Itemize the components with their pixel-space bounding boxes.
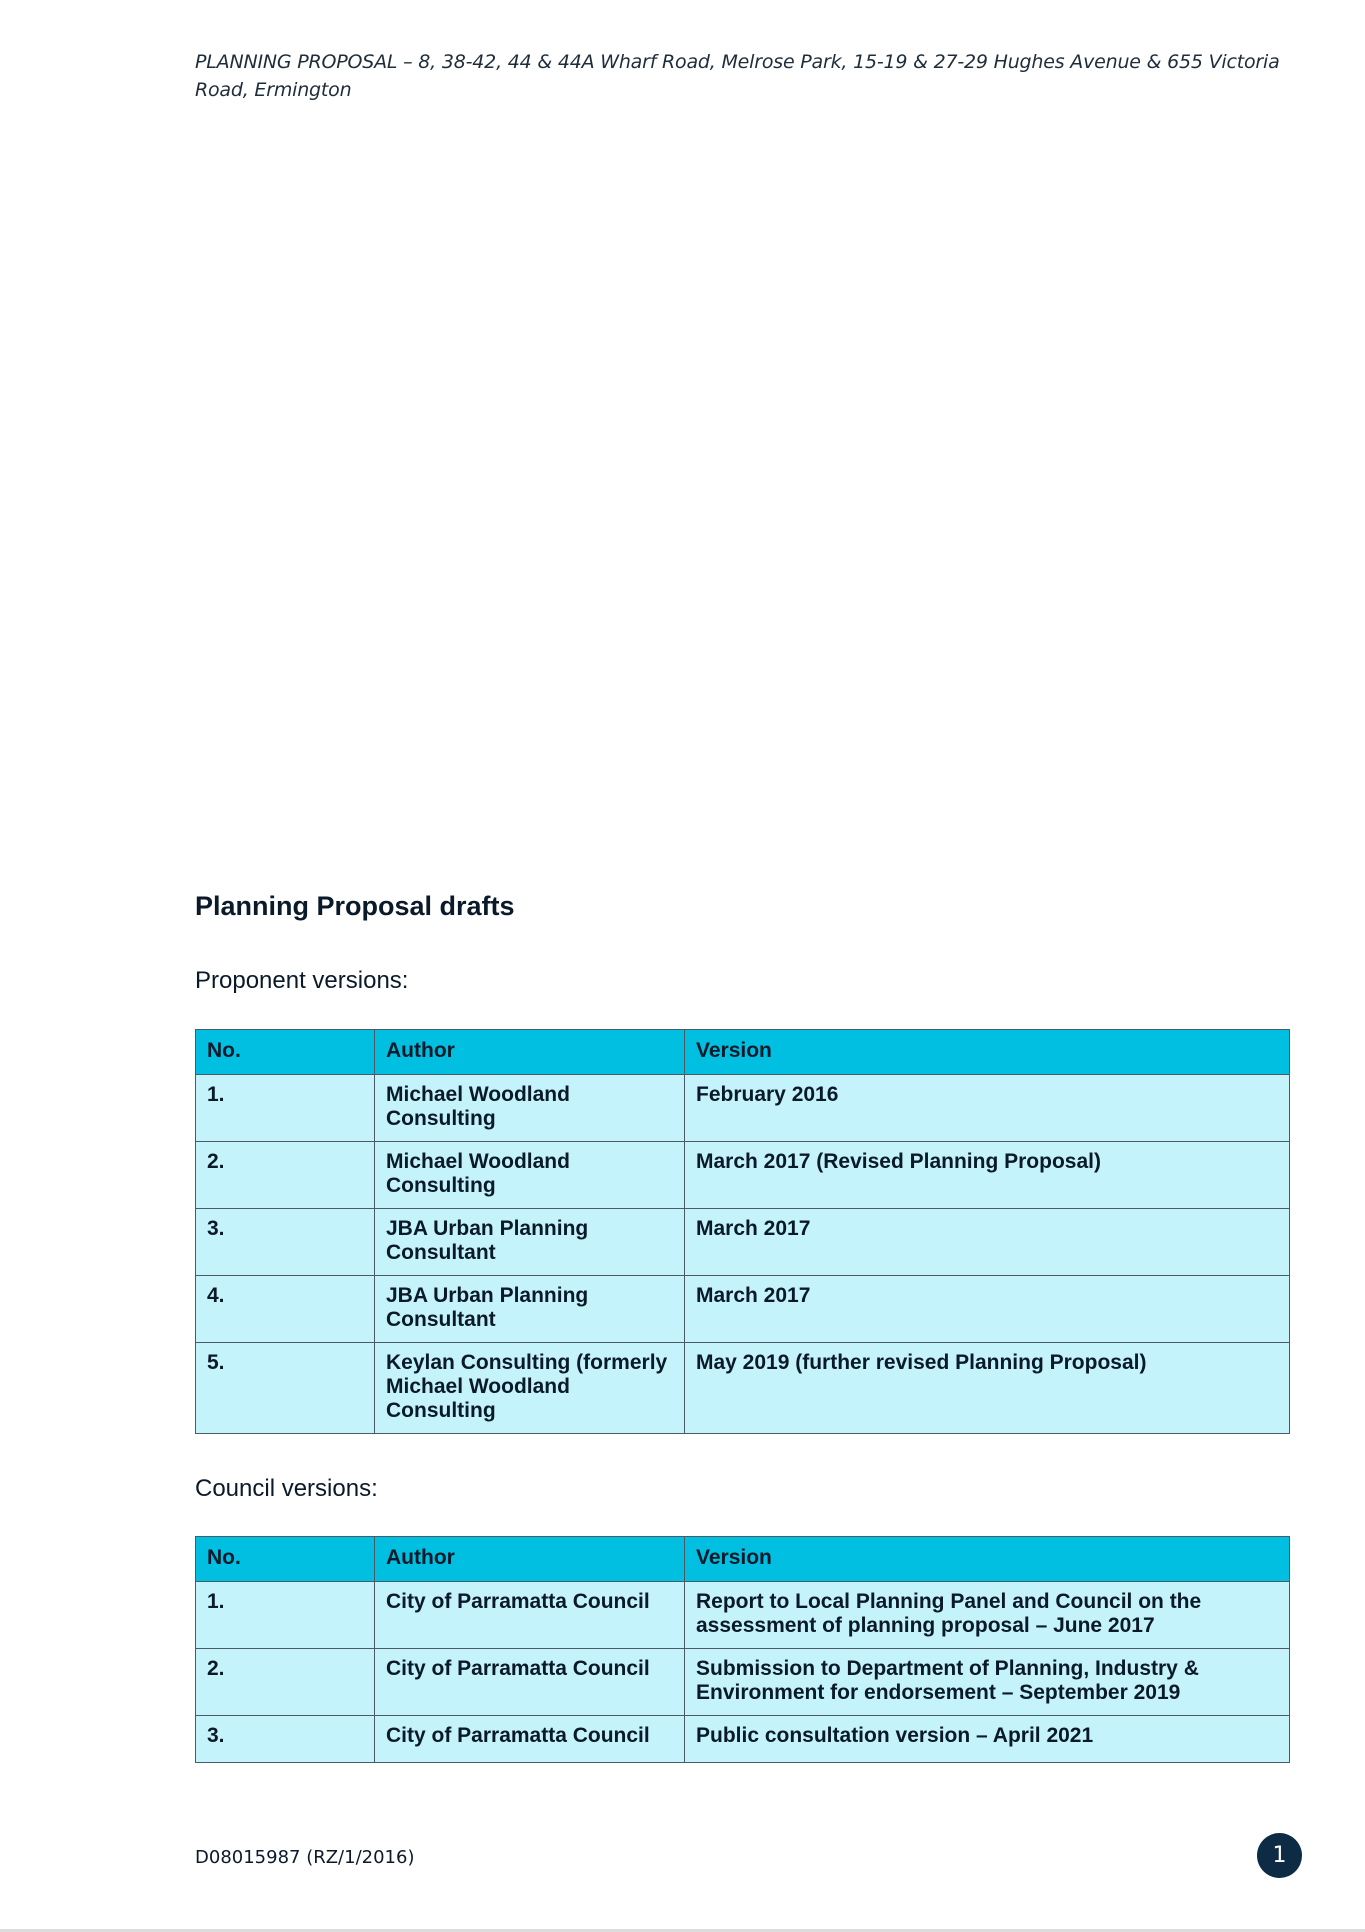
column-header-no: No. <box>196 1537 375 1582</box>
cell-author: Michael Woodland Consulting <box>375 1075 685 1142</box>
table-row <box>196 1582 1290 1649</box>
table-header-row <box>196 1030 1290 1075</box>
cell-author: Keylan Consulting (formerly Michael Woodland Consulting <box>375 1343 685 1434</box>
proponent-versions-table <box>195 1029 1290 1434</box>
cell-version: Report to Local Planning Panel and Council on the assessment of planning proposal – June 2017 <box>685 1582 1290 1649</box>
table-row <box>196 1209 1290 1276</box>
cell-version: Public consultation version – April 2021 <box>685 1716 1290 1763</box>
council-versions-heading: Council versions: <box>195 1475 378 1502</box>
cell-version: Submission to Department of Planning, Industry & Environment for endorsement – September 2019 <box>685 1649 1290 1716</box>
cell-no: 1. <box>196 1582 375 1649</box>
cell-no: 3. <box>196 1716 375 1763</box>
column-header-author: Author <box>375 1537 685 1582</box>
cell-version: March 2017 <box>685 1276 1290 1343</box>
table-row <box>196 1075 1290 1142</box>
cell-version: March 2017 (Revised Planning Proposal) <box>685 1142 1290 1209</box>
cell-author: City of Parramatta Council <box>375 1716 685 1763</box>
cell-version: February 2016 <box>685 1075 1290 1142</box>
cell-no: 3. <box>196 1209 375 1276</box>
column-header-no: No. <box>196 1030 375 1075</box>
cell-author: JBA Urban Planning Consultant <box>375 1209 685 1276</box>
table-row <box>196 1276 1290 1343</box>
column-header-author: Author <box>375 1030 685 1075</box>
cell-no: 5. <box>196 1343 375 1434</box>
cell-version: May 2019 (further revised Planning Proposal) <box>685 1343 1290 1434</box>
document-reference: D08015987 (RZ/1/2016) <box>195 1847 415 1868</box>
running-header: PLANNING PROPOSAL – 8, 38-42, 44 & 44A Wharf Road, Melrose Park, 15-19 & 27-29 Hughes Avenue & 655 Victoria Road, Ermington <box>195 51 1280 101</box>
cell-author: Michael Woodland Consulting <box>375 1142 685 1209</box>
cell-author: City of Parramatta Council <box>375 1582 685 1649</box>
table-row <box>196 1142 1290 1209</box>
table-row <box>196 1343 1290 1434</box>
council-versions-table <box>195 1536 1290 1763</box>
cell-author: City of Parramatta Council <box>375 1649 685 1716</box>
section-title: Planning Proposal drafts <box>195 891 515 921</box>
cell-no: 2. <box>196 1649 375 1716</box>
cell-author: JBA Urban Planning Consultant <box>375 1276 685 1343</box>
page-number-badge: 1 <box>1257 1833 1302 1878</box>
table-header-row <box>196 1537 1290 1582</box>
cell-no: 4. <box>196 1276 375 1343</box>
cell-version: March 2017 <box>685 1209 1290 1276</box>
proponent-versions-heading: Proponent versions: <box>195 967 409 994</box>
column-header-version: Version <box>685 1030 1290 1075</box>
cell-no: 1. <box>196 1075 375 1142</box>
column-header-version: Version <box>685 1537 1290 1582</box>
cell-no: 2. <box>196 1142 375 1209</box>
table-row <box>196 1649 1290 1716</box>
table-row <box>196 1716 1290 1763</box>
